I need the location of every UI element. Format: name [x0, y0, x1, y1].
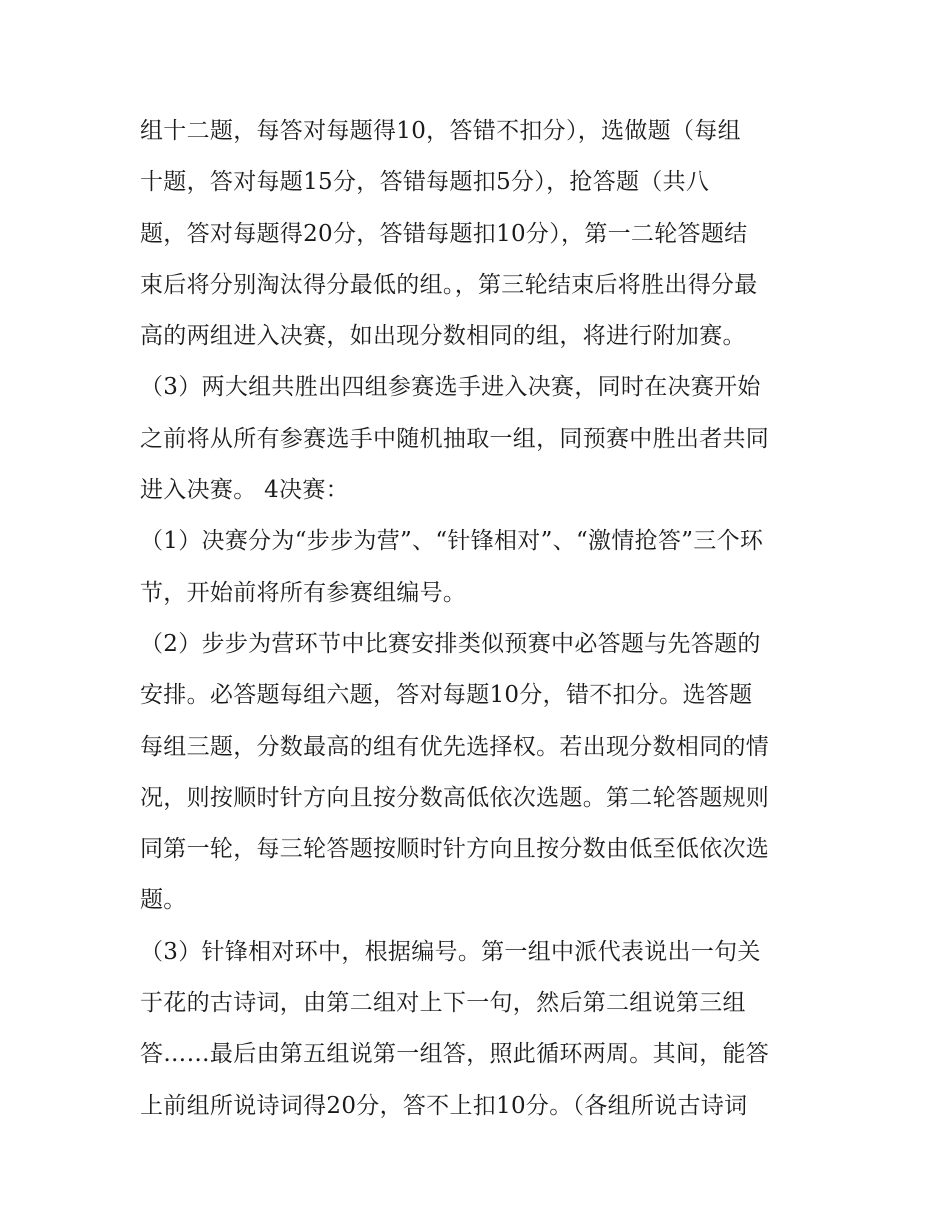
text-line: （3）针锋相对环中，根据编号。第一组中派代表说出一句关 — [140, 938, 761, 965]
text-line: 上前组所说诗词得20分，答不上扣10分。（各组所说古诗词 — [140, 1092, 748, 1119]
text-line: 高的两组进入决赛，如出现分数相同的组，将进行附加赛。 — [140, 323, 746, 350]
text-line: 题。 — [140, 887, 187, 914]
text-line: 题，答对每题得20分，答错每题扣10分），第一二轮答题结 — [140, 220, 748, 247]
text-line: 况，则按顺时针方向且按分数高低依次选题。第二轮答题规则 — [140, 784, 770, 811]
text-line: 进入决赛。 4决赛： — [140, 477, 349, 504]
text-line: 同第一轮，每三轮答题按顺时针方向且按分数由低至低依次选 — [140, 836, 770, 863]
text-line: 每组三题，分数最高的组有优先选择权。若出现分数相同的情 — [140, 733, 770, 760]
text-line: 于花的古诗词，由第二组对上下一句，然后第二组说第三组 — [140, 990, 746, 1017]
text-line: 答……最后由第五组说第一组答，照此循环两周。其间，能答 — [140, 1041, 770, 1068]
text-line: 十题，答对每题15分，答错每题扣5分），抢答题（共八 — [140, 169, 710, 196]
text-line: 之前将从所有参赛选手中随机抽取一组，同预赛中胜出者共同 — [140, 425, 770, 452]
text-line: （2）步步为营环节中比赛安排类似预赛中必答题与先答题的 — [140, 630, 761, 657]
text-line: （3）两大组共胜出四组参赛选手进入决赛，同时在决赛开始 — [140, 374, 761, 401]
text-line: 安排。必答题每组六题，答对每题10分，错不扣分。选答题 — [140, 682, 753, 709]
text-line: 组十二题，每答对每题得10，答错不扣分），选做题（每组 — [140, 118, 741, 144]
body-text — [140, 106, 830, 1132]
text-line: 束后将分别淘汰得分最低的组。，第三轮结束后将胜出得分最 — [140, 271, 758, 298]
text-line: （1）决赛分为“步步为营”、“针锋相对”、“激情抢答”三个环 — [140, 528, 764, 555]
text-line: 节，开始前将所有参赛组编号。 — [140, 579, 467, 606]
